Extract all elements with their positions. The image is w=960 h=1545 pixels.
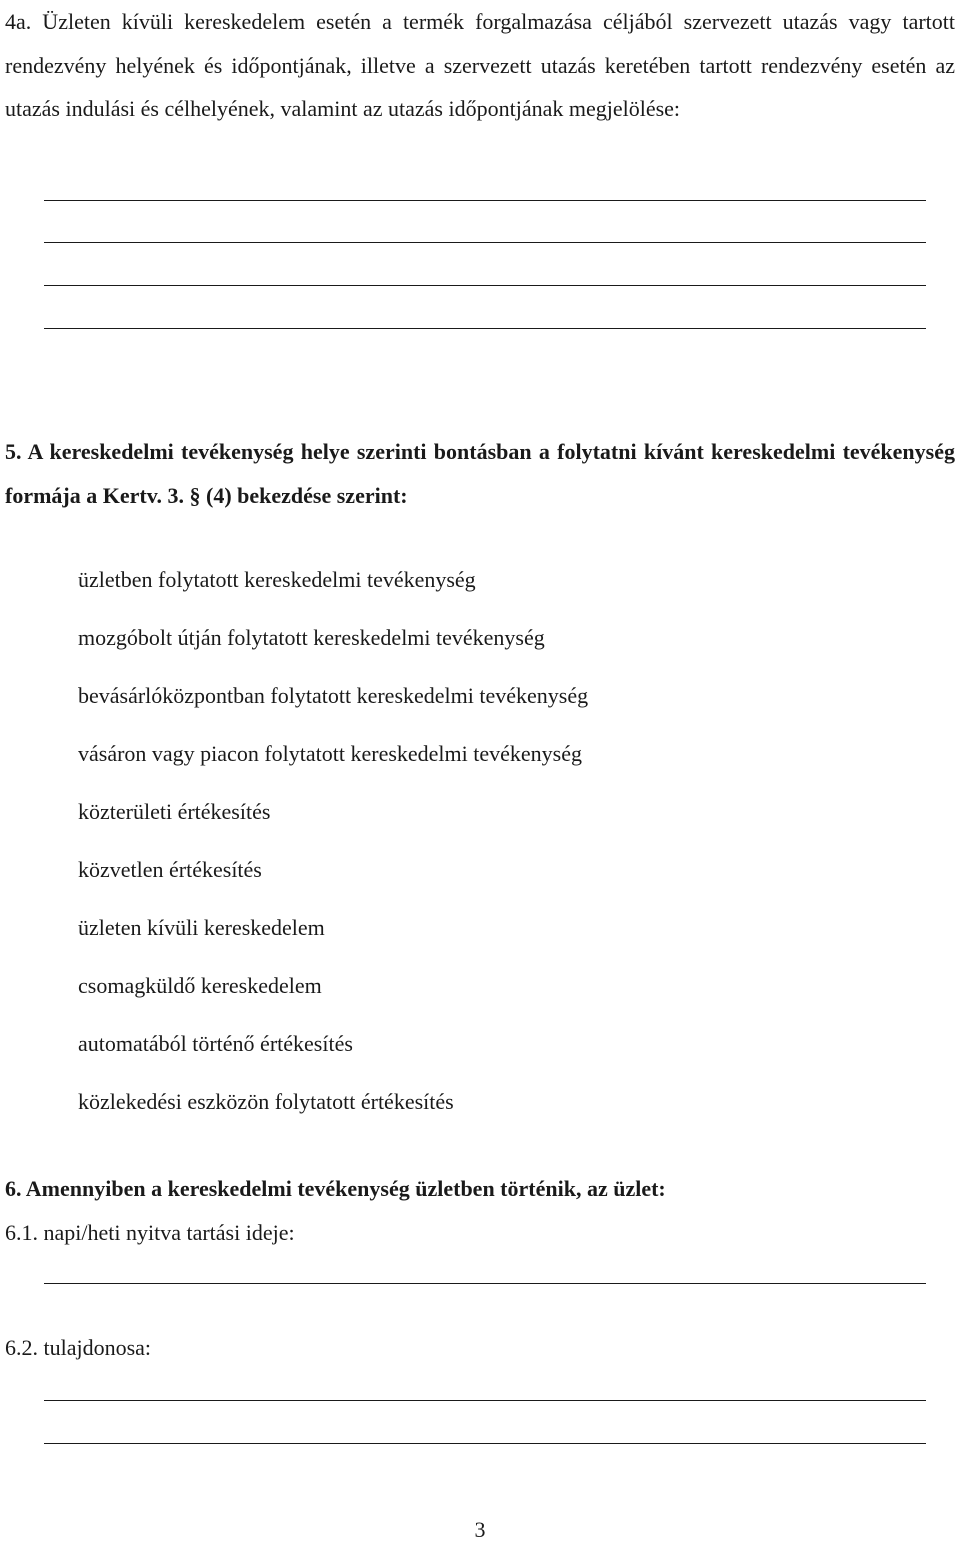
section-5-heading: 5. A kereskedelmi tevékenység helye szerinti bontásban a folytatni kívánt kereskedelmi tevékenység formája a Kertv. 3. § (4) bekezdése szerint: xyxy=(5,439,955,508)
option-off-premises-trade: üzleten kívüli kereskedelem xyxy=(78,915,325,940)
answer-line-6-2-2[interactable] xyxy=(44,1443,926,1444)
option-vending-machine-sales: automatából történő értékesítés xyxy=(78,1031,353,1056)
answer-line-4a-2[interactable] xyxy=(44,242,926,243)
section-4a-text: 4a. Üzleten kívüli kereskedelem esetén a termék forgalmazása céljából szervezett utazás vagy tartott rendezvény helyének és időpontjának, illetve a szervezett utazás keretében tartott rendezvény esetén az utazás indulási és célhelyének, valamint az utazás időpontjának megjelölése: xyxy=(5,9,955,121)
section-6-heading: 6. Amennyiben a kereskedelmi tevékenység üzletben történik, az üzlet: xyxy=(5,1176,666,1201)
item-6-2-label: 6.2. tulajdonosa: xyxy=(5,1335,152,1360)
answer-line-4a-1[interactable] xyxy=(44,200,926,201)
option-shopping-center-trade: bevásárlóközpontban folytatott kereskedelmi tevékenység xyxy=(78,683,589,708)
page-number: 3 xyxy=(474,1517,486,1542)
answer-line-4a-3[interactable] xyxy=(44,285,926,286)
answer-line-6-1[interactable] xyxy=(44,1283,926,1284)
option-public-area-sales: közterületi értékesítés xyxy=(78,799,271,824)
answer-line-4a-4[interactable] xyxy=(44,328,926,329)
option-fair-or-market-trade: vásáron vagy piacon folytatott kereskedelmi tevékenység xyxy=(78,741,582,766)
answer-line-6-2-1[interactable] xyxy=(44,1400,926,1401)
option-store-trade: üzletben folytatott kereskedelmi tevékenység xyxy=(78,567,476,592)
item-6-1-label: 6.1. napi/heti nyitva tartási ideje: xyxy=(5,1220,295,1245)
option-vehicle-sales: közlekedési eszközön folytatott értékesítés xyxy=(78,1089,454,1114)
option-mail-order-trade: csomagküldő kereskedelem xyxy=(78,973,322,998)
option-direct-sales: közvetlen értékesítés xyxy=(78,857,262,882)
option-mobile-shop-trade: mozgóbolt útján folytatott kereskedelmi tevékenység xyxy=(78,625,545,650)
